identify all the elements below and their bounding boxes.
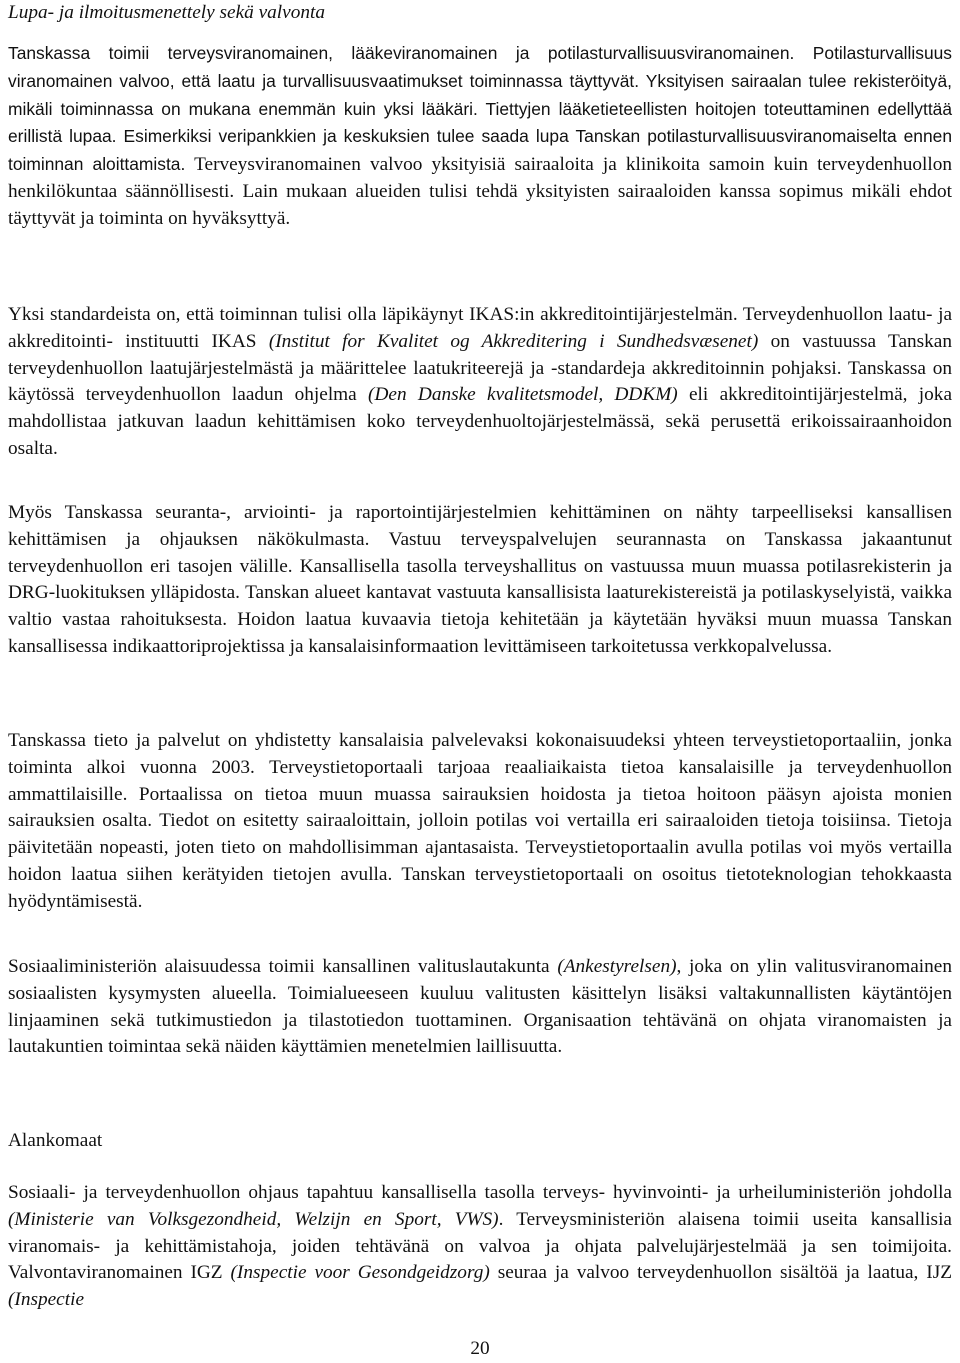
paragraph-accreditation-text-2: on vastuussa Tanskan terveydenhuollon laatujärjestelmästä ja määrittelee laatukriteerejä ja -standardeja akkreditoinnin pohjaksi. Tanskassa on käytössä terveydenhuollon laadun ohjelma <box>8 330 953 406</box>
paragraph-appeals-text-1: Sosiaaliministeriön alaisuudessa toimii kansallinen valituslautakunta <box>8 956 558 977</box>
paragraph-licensing-sans-text: Tanskassa toimii terveysviranomainen, lääkeviranomainen ja potilasturvallisuusviranomainen. Potilasturvallisuus viranomainen valvoo, että laatu ja turvallisuusvaatimukset toiminnassa täyttyvät. Yksityisen sairaalan tulee rekisteröityä, mikäli toiminnassa on mukana enemmän kuin yksi lääkäri. Tiettyjen lääketieteellisten hoitojen toteuttaminen edellyttää erillistä lupaa. Esimerkiksi veripankkien ja keskuksien tulee saada lupa Tanskan potilasturvallisuusviranomaiselta ennen toiminnan aloittamista. <box>8 43 952 175</box>
paragraph-netherlands <box>8 1180 952 1314</box>
paragraph-appeals-italic: (Ankestyrelsen) <box>557 956 677 977</box>
paragraph-netherlands-text-2: . Terveysministeriön alaisena toimii useita kansallisia viranomais- ja kehittämistahoja, joiden tehtävänä on valvoa ja ohjata palvelujärjestelmää ja sen toimijoita. Valvontaviranomainen IGZ <box>8 1208 952 1284</box>
paragraph-accreditation-text-3: eli akkreditointijärjestelmä, joka mahdollistaa jatkuvan laadun kehittämisen koko terveydenhuoltojärjestelmässä, sekä perusettä erikoissairaanhoidon osalta. <box>8 384 952 459</box>
section-heading-licensing: Lupa- ja ilmoitusmenettely sekä valvonta <box>8 2 326 23</box>
paragraph-monitoring: Myös Tanskassa seuranta-, arviointi- ja raportointijärjestelmien kehittäminen on nähty tarpeelliseksi kansallisen kehittämisen ja ohjauksen näkökulmasta. Vastuu terveyspalvelujen seurannasta on Tanskassa jakaantunut terveydenhuollon eri tasojen välille. Kansallisella tasolla terveyshallitus on vastuussa muun muassa potilasrekisterin ja DRG-luokituksen ylläpidosta. Tanskan alueet kantavat vastuuta kansallisista laaturekistereistä ja potilaskyselyistä, vaikka valtio vastaa rahoituksesta. Hoidon laatua kuvaavia tietoja kehitetään ja käytetään hyväksi muun muassa Tanskan kansallisessa indikaattoriprojektissa ja kansalaisinformaation levittämiseen tarkoitetussa verkkopalvelussa. <box>8 502 952 657</box>
paragraph-licensing <box>8 40 952 233</box>
paragraph-netherlands-italic-ijz: (Inspectie <box>8 1289 85 1311</box>
paragraph-appeals-board <box>8 954 952 1061</box>
paragraph-accreditation-text-1: Yksi standardeista on, että toiminnan tulisi olla läpikäynyt IKAS:in akkreditointijärjestelmän. Terveydenhuollon laatu- ja akkreditointi- instituutti IKAS <box>8 304 952 352</box>
paragraph-accreditation-italic-ddkm: (Den Danske kvalitetsmodel, DDKM) <box>368 384 678 406</box>
paragraph-netherlands-italic-igz: (Inspectie voor Gesondgeidzorg) <box>230 1262 490 1284</box>
page-number: 20 <box>470 1338 490 1359</box>
paragraph-netherlands-text-1: Sosiaali- ja terveydenhuollon ohjaus tapahtuu kansallisella tasolla terveys- hyvinvointi- ja urheiluministeriön johdolla <box>8 1182 952 1203</box>
paragraph-licensing-serif-text: Terveysviranomainen valvoo yksityisiä sairaaloita ja klinikoita samoin kuin terveydenhuollon henkilökuntaa säännöllisesti. Lain mukaan alueiden tulisi tehdä yksityisten sairaaloiden kanssa sopimus mikäli ehdot täyttyvät ja toiminta on hyväksyttyä. <box>8 154 952 229</box>
paragraph-netherlands-text-3: seuraa ja valvoo terveydenhuollon sisältöä ja laatua, IJZ <box>489 1262 952 1284</box>
paragraph-health-portal: Tanskassa tieto ja palvelut on yhdistetty kansalaisia palvelevaksi kokonaisuudeksi yhteen terveystietoportaaliin, jonka toiminta alkoi vuonna 2003. Terveystietoportaali tarjoaa reaaliaikaista tietoa kansalaisille ja terveydenhuollon ammattilaisille. Portaalissa on tietoa muun muassa sairauksien hoidosta ja tietoa hoitoon pääsyn ajoista monien sairauksien osalta. Tiedot on esitetty sairaaloittain, jolloin potilas voi vertailla eri sairaaloiden tietoja toisiinsa. Tietoja päivitetään nopeasti, joten tieto on mahdollisimman ajantasaista. Terveystietoportaalin avulla potilas voi myös vertailla hoidon laatua siihen kerätyiden tietojen avulla. Tanskan terveystietoportaali on osoitus tietoteknologian tehokkaasta hyödyntämisestä. <box>8 730 952 912</box>
paragraph-netherlands-italic-vws: (Ministerie van Volksgezondheid, Welzijn en Sport, VWS) <box>8 1208 499 1230</box>
paragraph-appeals-text-2: , joka on ylin valitusviranomainen sosiaalisten kysymysten alueella. Toimialueeseen kuuluu valitusten käsittelyn lisäksi valtakunnallisten käytäntöjen linjaaminen sekä tutkimustiedon ja tilastotiedon tuottaminen. Organisaation tehtävänä on ohjata viranomaisten ja lautakuntien toimintaa sekä näiden käyttämien menetelmien laillisuutta. <box>8 956 952 1058</box>
paragraph-accreditation <box>8 302 952 463</box>
section-heading-netherlands: Alankomaat <box>8 1130 103 1151</box>
paragraph-accreditation-italic-ikas: (Institut for Kvalitet og Akkreditering i Sundhedsvæsenet) <box>268 330 759 352</box>
